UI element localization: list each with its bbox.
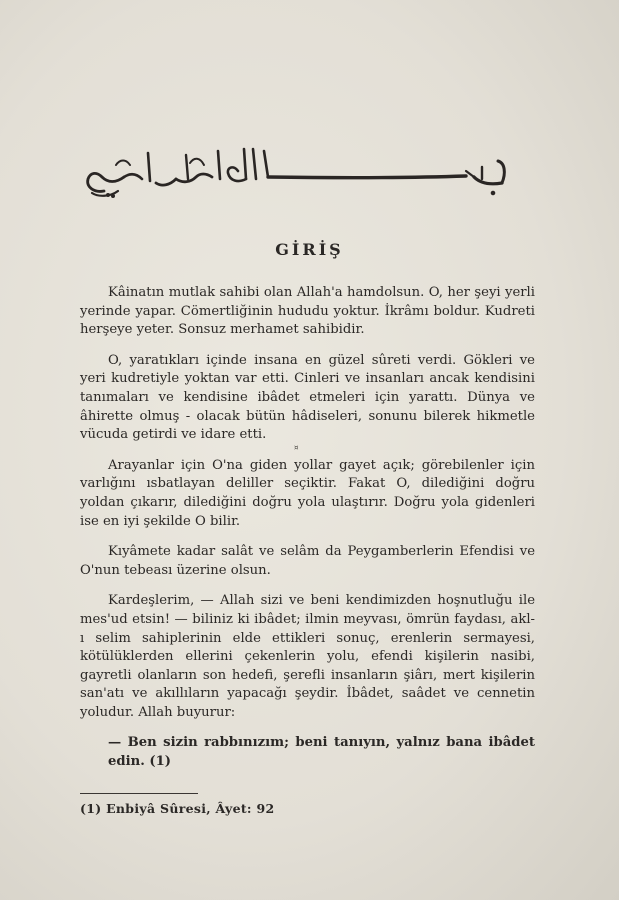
body-text	[80, 284, 535, 784]
stray-print-mark: ¤	[294, 444, 299, 452]
footnote: (1) Enbiyâ Sûresi, Âyet: 92	[80, 801, 275, 816]
paragraph: Kardeşlerim, — Allah sizi ve beni kendimizden hoşnutluğu ile mes'ud etsin! — biliniz ki ibâdet; ilmin meyvası, ömrün faydası, akl-ı selim sahiplerinin elde ettikleri sonuç, erenlerin sermayesi, kötülüklerden ellerini çekenlerin yolu, efendi kişilerin nasibi, gayretli olanların son hedefi, şerefli insanların şiârı, mert kişilerin san'atı ve akıllıların yapacağı şeydir. İbâdet, saâdet ve cennetin yoludur. Allah buyurur:	[80, 593, 535, 720]
paragraph: Kıyâmete kadar salât ve selâm da Peygamberlerin Efendisi ve O'nun tebeası üzerine olsun.	[80, 544, 535, 578]
paragraph: Kâinatın mutlak sahibi olan Allah'a hamdolsun. O, her şeyi yerli yerinde yapar. Cömertliğinin hududu yoktur. İkrâmı boldur. Kudreti herşeye yeter. Sonsuz merhamet sahibidir.	[80, 285, 535, 338]
footnote-divider	[80, 793, 198, 794]
basmala-calligraphy	[78, 143, 510, 201]
chapter-heading: GİRİŞ	[275, 240, 344, 259]
paragraph: Arayanlar için O'na giden yollar gayet açık; görebilenler için varlığını ısbatlayan deliller seçiktir. Fakat O, dilediğini doğru yoldan çıkarır, dilediğini doğru yola ulaştırır. Doğru yola gidenleri ise en iyi şekilde O bilir.	[80, 457, 535, 529]
quran-quote: — Ben sizin rabbınızım; beni tanıyın, yalnız bana ibâdet edin. (1)	[108, 735, 535, 770]
paragraph: O, yaratıkları içinde insana en güzel sûreti verdi. Gökleri ve yeri kudretiyle yoktan var etti. Cinleri ve insanları ancak kendisini tanımaları ve kendisine ibâdet etmeleri için yarattı. Dünya ve âhirette olmuş - olacak bütün hâdiseleri, sonunu bilerek hikmetle vücuda getirdi ve idare etti.	[80, 352, 535, 443]
